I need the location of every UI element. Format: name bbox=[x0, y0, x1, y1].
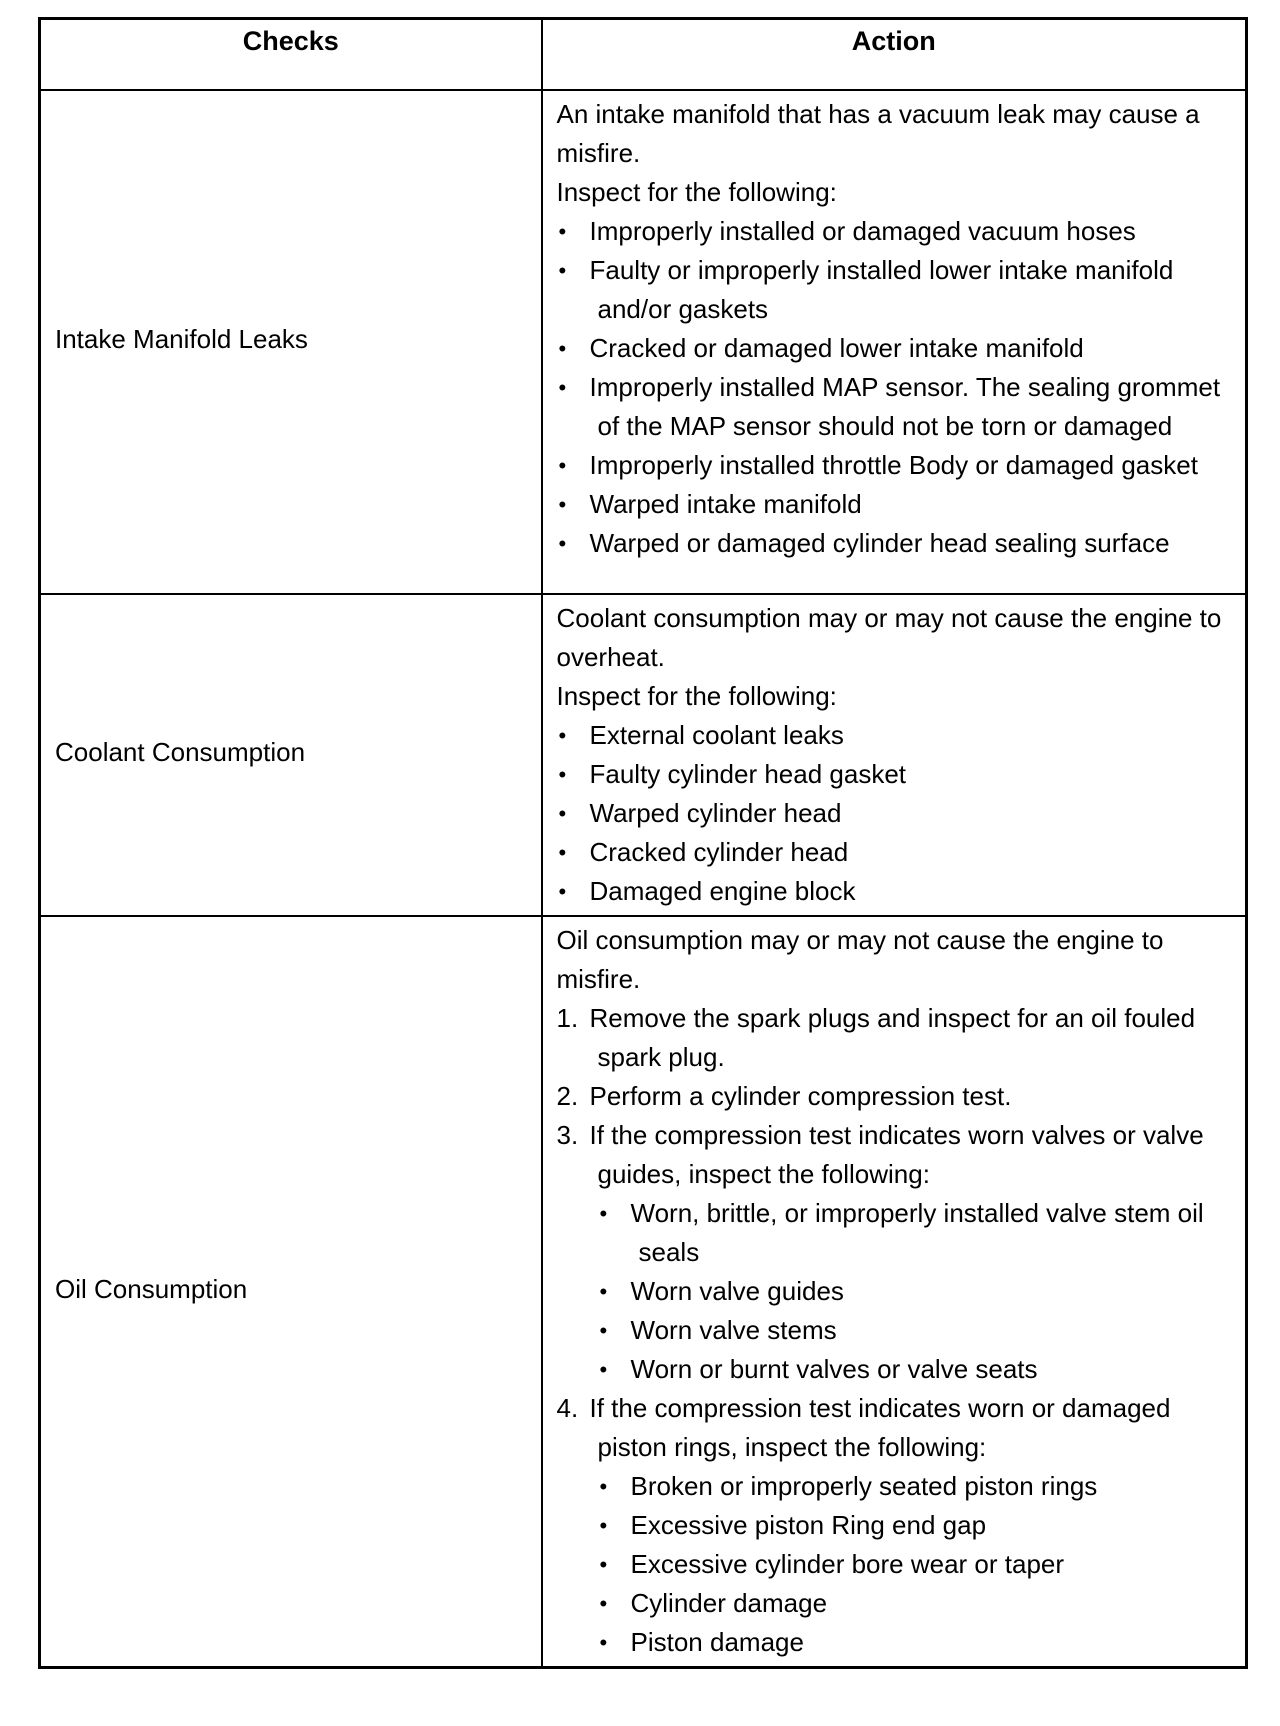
bullet-icon: • bbox=[558, 218, 567, 244]
bullet-icon: • bbox=[599, 1551, 608, 1577]
sub-bullet-list bbox=[598, 1194, 1232, 1389]
action-cell bbox=[542, 90, 1247, 594]
list-item bbox=[557, 485, 1232, 524]
list-item bbox=[557, 794, 1232, 833]
sub-bullet-list bbox=[598, 1467, 1232, 1662]
table-header-row bbox=[40, 19, 1247, 90]
bullet-list bbox=[557, 716, 1232, 911]
step-number: 1. bbox=[556, 1002, 579, 1033]
step-list bbox=[557, 999, 1232, 1662]
list-item bbox=[598, 1584, 1232, 1623]
action-cell bbox=[542, 594, 1247, 916]
list-item bbox=[598, 1506, 1232, 1545]
bullet-icon: • bbox=[599, 1590, 608, 1616]
list-item-text: Cracked cylinder head bbox=[589, 836, 849, 867]
step-text: If the compression test indicates worn valves or valve guides, inspect the following: bbox=[589, 1119, 1204, 1189]
step-text: Perform a cylinder compression test. bbox=[589, 1080, 1012, 1111]
step-number: 2. bbox=[556, 1080, 579, 1111]
bullet-icon: • bbox=[558, 335, 567, 361]
step-number: 3. bbox=[556, 1119, 579, 1150]
list-item-text: Faulty cylinder head gasket bbox=[589, 758, 907, 789]
step-item bbox=[557, 1077, 1232, 1116]
table-row-oil-consumption bbox=[40, 916, 1247, 1668]
list-item-text: Warped cylinder head bbox=[589, 797, 842, 828]
list-item-text: Faulty or improperly installed lower intake manifold and/or gaskets bbox=[589, 254, 1174, 324]
action-intro: An intake manifold that has a vacuum leak may cause a misfire. bbox=[556, 98, 1200, 168]
bullet-icon: • bbox=[599, 1629, 608, 1655]
list-item bbox=[557, 833, 1232, 872]
list-item-text: Excessive cylinder bore wear or taper bbox=[630, 1548, 1065, 1579]
bullet-icon: • bbox=[558, 839, 567, 865]
bullet-icon: • bbox=[558, 257, 567, 283]
list-item-text: Worn valve guides bbox=[630, 1275, 844, 1306]
table-row-intake-manifold-leaks bbox=[40, 90, 1247, 594]
check-cell: Intake Manifold Leaks bbox=[40, 90, 542, 594]
list-item-text: Warped intake manifold bbox=[589, 488, 862, 519]
header-action: Action bbox=[542, 19, 1247, 90]
list-item bbox=[557, 251, 1232, 329]
list-item bbox=[557, 446, 1232, 485]
list-item bbox=[557, 755, 1232, 794]
list-item bbox=[557, 524, 1232, 563]
list-item-text: Improperly installed or damaged vacuum hoses bbox=[589, 215, 1136, 246]
list-item bbox=[557, 872, 1232, 911]
list-item bbox=[598, 1350, 1232, 1389]
list-item bbox=[557, 716, 1232, 755]
step-item bbox=[557, 999, 1232, 1077]
action-intro: Inspect for the following: bbox=[556, 176, 837, 207]
list-item-text: Warped or damaged cylinder head sealing surface bbox=[589, 527, 1170, 558]
bullet-icon: • bbox=[558, 800, 567, 826]
list-item-text: Cylinder damage bbox=[630, 1587, 828, 1618]
step-text: Remove the spark plugs and inspect for an oil fouled spark plug. bbox=[589, 1002, 1196, 1072]
list-item bbox=[598, 1311, 1232, 1350]
list-item-text: Piston damage bbox=[630, 1626, 804, 1657]
check-cell: Oil Consumption bbox=[40, 916, 542, 1668]
bullet-icon: • bbox=[558, 761, 567, 787]
bullet-icon: • bbox=[599, 1512, 608, 1538]
bullet-icon: • bbox=[558, 452, 567, 478]
list-item-text: Worn or burnt valves or valve seats bbox=[630, 1353, 1038, 1384]
step-item bbox=[557, 1116, 1232, 1389]
list-item bbox=[557, 212, 1232, 251]
list-item-text: Broken or improperly seated piston rings bbox=[630, 1470, 1098, 1501]
step-item bbox=[557, 1389, 1232, 1662]
checks-action-table bbox=[38, 17, 1248, 1669]
list-item-text: Damaged engine block bbox=[589, 875, 856, 906]
step-number: 4. bbox=[556, 1392, 579, 1423]
bullet-icon: • bbox=[599, 1356, 608, 1382]
bullet-icon: • bbox=[558, 491, 567, 517]
step-text: If the compression test indicates worn or damaged piston rings, inspect the following: bbox=[589, 1392, 1171, 1462]
list-item-text: Improperly installed MAP sensor. The sealing grommet of the MAP sensor should not be torn or damaged bbox=[589, 371, 1221, 441]
bullet-icon: • bbox=[558, 530, 567, 556]
action-intro: Oil consumption may or may not cause the engine to misfire. bbox=[556, 924, 1164, 994]
bullet-list bbox=[557, 212, 1232, 563]
list-item bbox=[557, 329, 1232, 368]
list-item bbox=[557, 368, 1232, 446]
bullet-icon: • bbox=[599, 1200, 608, 1226]
list-item bbox=[598, 1272, 1232, 1311]
action-cell bbox=[542, 916, 1247, 1668]
bullet-icon: • bbox=[599, 1317, 608, 1343]
bullet-icon: • bbox=[599, 1278, 608, 1304]
list-item-text: Excessive piston Ring end gap bbox=[630, 1509, 987, 1540]
check-cell: Coolant Consumption bbox=[40, 594, 542, 916]
list-item-text: Improperly installed throttle Body or damaged gasket bbox=[589, 449, 1198, 480]
list-item bbox=[598, 1623, 1232, 1662]
list-item bbox=[598, 1545, 1232, 1584]
list-item-text: Worn valve stems bbox=[630, 1314, 837, 1345]
bullet-icon: • bbox=[558, 374, 567, 400]
list-item bbox=[598, 1194, 1232, 1272]
table-row-coolant-consumption bbox=[40, 594, 1247, 916]
bullet-icon: • bbox=[558, 878, 567, 904]
list-item-text: Worn, brittle, or improperly installed valve stem oil seals bbox=[630, 1197, 1204, 1267]
action-intro: Coolant consumption may or may not cause the engine to overheat. bbox=[556, 602, 1222, 672]
action-intro: Inspect for the following: bbox=[556, 680, 837, 711]
header-checks: Checks bbox=[40, 19, 542, 90]
list-item bbox=[598, 1467, 1232, 1506]
list-item-text: Cracked or damaged lower intake manifold bbox=[589, 332, 1084, 363]
list-item-text: External coolant leaks bbox=[589, 719, 844, 750]
bullet-icon: • bbox=[599, 1473, 608, 1499]
bullet-icon: • bbox=[558, 722, 567, 748]
